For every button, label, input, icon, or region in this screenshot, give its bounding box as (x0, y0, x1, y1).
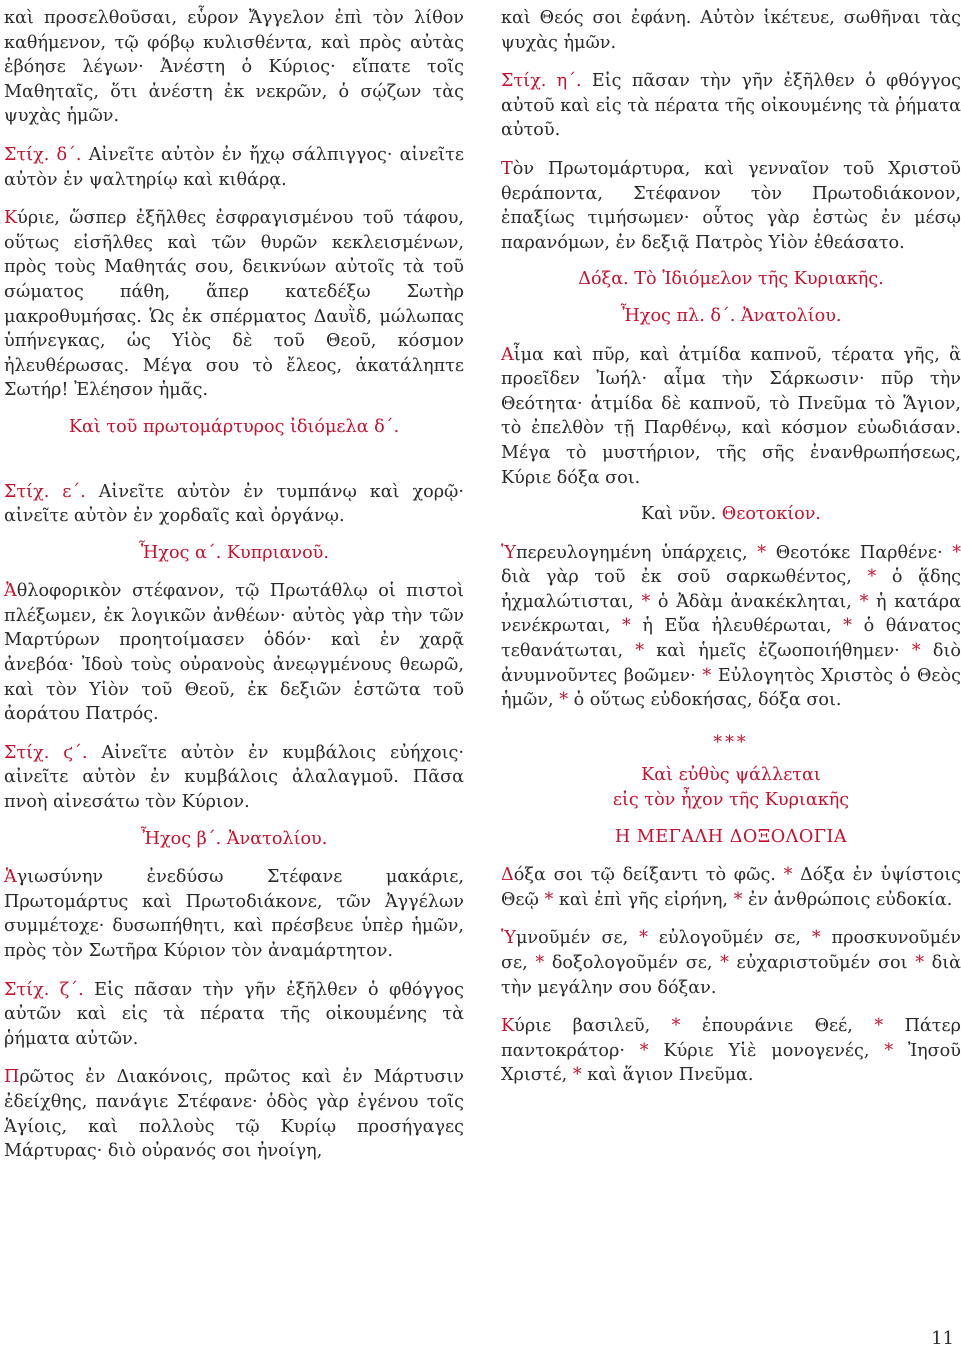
verse-label: Στίχ. ε΄. (4, 481, 86, 502)
hymn-athlo: Ἀθλοφορικὸν στέφανον, τῷ Πρωτάθλῳ οἱ πιστοὶ πλέξωμεν, ἐκ λογικῶν ἀνθέων· αὐτὸς γὰρ τὴν τῶν Μαρτύρων προητοίμασεν ὁδόν· καὶ ἐν χαρᾷ ἀνεβόα· Ἰδοὺ τοὺς οὐρανοὺς ἀνεῳγμένους θεωρῶ, καὶ τὸν Υἱὸν τοῦ Θεοῦ, ἐκ δεξιῶν ἑστῶτα τοῦ ἀοράτου Πατρός. (4, 581, 464, 725)
hymn-ton: Τὸν Πρωτομάρτυρα, καὶ γενναῖον τοῦ Χριστοῦ θεράποντα, Στέφανον τὸν Πρωτοδιάκονον, ἐπαξίως τιμήσωμεν· οὗτος γὰρ ἑστὼς ἐν μέσῳ παρανόμων, ἐν δεξιᾷ Πατρὸς Υἱὸν ἐθεάσατο. (501, 158, 961, 253)
verse-8: Στίχ. η΄. Εἰς πᾶσαν τὴν γῆν ἐξῆλθεν ὁ φθόγγος αὐτοῦ καὶ εἰς τὰ πέρατα τῆς οἰκουμένης τὰ ῥήματα αὐτοῦ. (501, 71, 961, 141)
doxology-stanza-2: Ὑμνοῦμέν σε, * εὐλογοῦμέν σε, * προσκυνοῦμέν σε, * δοξολογοῦμέν σε, * εὐχαριστοῦμέν σοι * διὰ τὴν μεγάλην σου δόξαν. (501, 928, 961, 998)
hymn-theotokion: Ὑπερευλογημένη ὑπάρχεις, * Θεοτόκε Παρθένε· * διὰ γὰρ τοῦ ἐκ σοῦ σαρκωθέντος, * ὁ ᾅδης ἠχμαλώτισται, * ὁ Ἀδὰμ ἀνακέκληται, * ἡ κατάρα νενέκρωται, * ἡ Εὔα ἠλευθέρωται, * ὁ θάνατος τεθανάτωται, * καὶ ἡμεῖς ἐζωοποιήθημεν· * διὸ ἀνυμνοῦντες βοῶμεν· * Εὐλογητὸς Χριστὸς ὁ Θεὸς ἡμῶν, * ὁ οὕτως εὐδοκήσας, δόξα σοι. (501, 542, 961, 711)
section-title: Καὶ εὐθὺς ψάλλεται (641, 765, 821, 786)
initial-letter: Κ (501, 1016, 515, 1037)
right-column (501, 0, 961, 1088)
hymn-kyrie: Κύριε, ὥσπερ ἐξῆλθες ἐσφραγισμένου τοῦ τάφου, οὕτως εἰσῆλθες καὶ τῶν θυρῶν κεκλεισμένων, πρὸς τοὺς Μαθητάς σου, δεικνύων αὐτοῖς τὰ τοῦ σώματος πάθη, ἅπερ κατεδέξω Σωτὴρ μακροθυμήσας. Ὡς ἐκ σπέρματος Δαυῒδ, μώλωπας ὑπήνεγκας, ὡς Υἱὸς δὲ τοῦ Θεοῦ, κόσμον ἠλευθέρωσας. Μέγα σου τὸ ἔλεος, ἀκατάληπτε Σωτήρ! Ἐλέησον ἡμᾶς. (4, 208, 464, 401)
initial-letter: Ὑ (501, 928, 516, 949)
verse-5: Στίχ. ε΄. Αἰνεῖτε αὐτὸν ἐν τυμπάνῳ καὶ χορῷ· αἰνεῖτε αὐτὸν ἐν χορδαῖς καὶ ὀργάνῳ. (4, 481, 464, 527)
initial-letter: Κ (4, 208, 18, 229)
initial-letter: Ἀ (4, 581, 17, 602)
doxology-stanza-1: Δόξα σοι τῷ δείξαντι τὸ φῶς. * Δόξα ἐν ὑψίστοις Θεῷ * καὶ ἐπὶ γῆς εἰρήνη, * ἐν ἀνθρώποις εὐδοκία. (501, 865, 961, 910)
left-column (4, 0, 464, 1164)
paragraph: καὶ προσελθοῦσαι, εὗρον Ἄγγελον ἐπὶ τὸν λίθον καθήμενον, τῷ φόβῳ κυλισθέντα, καὶ πρὸς αὐτὰς ἐβόησε λέγων· Ἀνέστη ὁ Κύριος· εἴπατε τοῖς Μαθηταῖς, ὅτι ἀνέστη ἐκ νεκρῶν, ὁ σῴζων τὰς ψυχὰς ἡμῶν. (4, 8, 464, 127)
hymn-protos: Πρῶτος ἐν Διακόνοις, πρῶτος καὶ ἐν Μάρτυσιν ἐδείχθης, πανάγιε Στέφανε· ὁδὸς γὰρ ἐγένου τοῖς Ἁγίοις, καὶ πολλοὺς τῷ Κυρίῳ προσήγαγες Μάρτυρας· διὸ οὐρανός σοι ἠνοίγη, (4, 1067, 464, 1162)
hymn-aima: Αἷμα καὶ πῦρ, καὶ ἀτμίδα καπνοῦ, τέρατα γῆς, ἃ προεῖδεν Ἰωήλ· αἷμα τὴν Σάρκωσιν· πῦρ τὴν Θεότητα· ἀτμίδα δὲ καπνοῦ, τὸ Πνεῦμα τὸ Ἅγιον, τὸ ἐπελθὸν τῇ Παρθένῳ, καὶ κόσμον εὐωδιάσαν. Μέγα τὸ μυστήριον, τῆς σῆς ἐνανθρωπήσεως, Κύριε δόξα σοι. (501, 344, 961, 488)
tone-header: Ἦχος α΄. Κυπριανοῦ. (139, 542, 329, 563)
verse-4: Στίχ. δ΄. Αἰνεῖτε αὐτὸν ἐν ἤχῳ σάλπιγγος· αἰνεῖτε αὐτὸν ἐν ψαλτηρίῳ καὶ κιθάρᾳ. (4, 144, 464, 190)
verse-7: Στίχ. ζ΄. Εἰς πᾶσαν τὴν γῆν ἐξῆλθεν ὁ φθόγγος αὐτῶν καὶ εἰς τὰ πέρατα τῆς οἰκουμένης τὰ ῥήματα αὐτῶν. (4, 979, 464, 1049)
doxology-stanza-3: Κύριε βασιλεῦ, * ἐπουράνιε Θεέ, * Πάτερ παντοκράτορ· * Κύριε Υἱὲ μονογενές, * Ἰησοῦ Χριστέ, * καὶ ἅγιον Πνεῦμα. (501, 1016, 961, 1086)
section-header: Καὶ τοῦ πρωτομάρτυρος ἰδιόμελα δ΄. (68, 416, 400, 437)
verse-6: Στίχ. ϛ΄. Αἰνεῖτε αὐτὸν ἐν κυμβάλοις εὐήχοις· αἰνεῖτε αὐτὸν ἐν κυμβάλοις ἀλαλαγμοῦ. Πᾶσα πνοὴ αἰνεσάτω τὸν Κύριον. (4, 742, 464, 813)
doxology-title: Η ΜΕΓΑΛΗ ΔΟΞΟΛΟΓΙΑ (614, 826, 848, 847)
initial-letter: Α (501, 344, 514, 365)
page-number: 11 (931, 1328, 954, 1349)
initial-letter: Ἁ (4, 867, 17, 888)
kai-nyn-header: Καὶ νῦν. Θεοτοκίον. (640, 504, 822, 525)
initial-letter: Τ (501, 158, 513, 179)
hymn-agio: Ἁγιωσύνην ἐνεδύσω Στέφανε μακάριε, Πρωτομάρτυς καὶ Πρωτοδιάκονε, τῶν Ἀγγέλων συμμέτοχε· δυσωπήθητι, καὶ πρέσβευε ὑπὲρ ἡμῶν, πρὸς τὸν Σωτῆρα Κύριον τὸν ἀναμάρτητον. (4, 867, 464, 961)
initial-letter: Π (4, 1067, 20, 1088)
paragraph: καὶ Θεός σοι ἐφάνη. Αὐτὸν ἱκέτευε, σωθῆναι τὰς ψυχὰς ἡμῶν. (501, 8, 961, 53)
doxa-header: Δόξα. Τὸ Ἰδιόμελον τῆς Κυριακῆς. (578, 269, 884, 290)
verse-label: Στίχ. η΄. (501, 71, 582, 92)
tone-header: Ἦχος πλ. δ΄. Ἀνατολίου. (620, 305, 842, 326)
section-subtitle: εἰς τὸν ἦχον τῆς Κυριακῆς (612, 790, 850, 811)
tone-header: Ἦχος β΄. Ἀνατολίου. (140, 828, 328, 849)
initial-letter: Ὑ (501, 542, 516, 563)
verse-label: Στίχ. ϛ΄. (4, 742, 88, 763)
verse-label: Στίχ. ζ΄. (4, 979, 84, 1000)
verse-label: Στίχ. δ΄. (4, 144, 82, 165)
separator-stars: *** (713, 732, 749, 753)
initial-letter: Δ (501, 865, 514, 886)
